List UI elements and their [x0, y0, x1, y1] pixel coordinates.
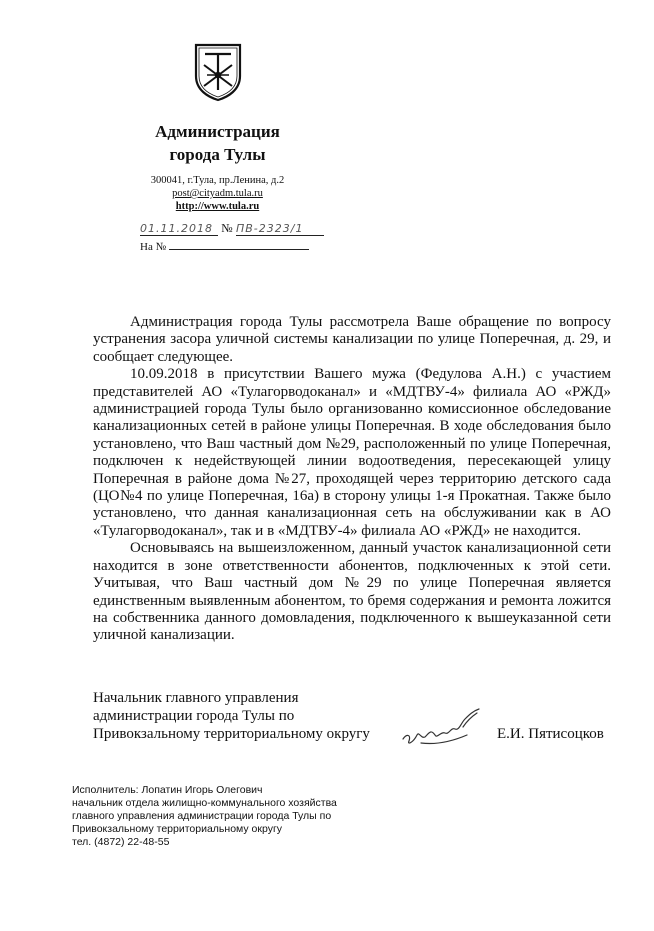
reply-to-blank: [169, 240, 309, 250]
handwritten-signature: [397, 705, 492, 750]
outgoing-reference: [140, 220, 340, 242]
org-website-link[interactable]: http://www.tula.ru: [175, 201, 260, 212]
number-label: №: [221, 221, 233, 235]
org-name-line1: Администрация: [155, 122, 280, 141]
reply-to-label: На №: [140, 241, 167, 253]
executor-line2: начальник отдела жилищно-коммунального хозяйства: [72, 797, 337, 809]
signatory-title-line2: администрации города Тулы по: [93, 708, 295, 724]
executor-line1: Исполнитель: Лопатин Игорь Олегович: [72, 784, 263, 796]
letter-body: [93, 314, 611, 645]
outgoing-number: ПВ-2323/1: [236, 222, 324, 236]
body-paragraph-1: Администрация города Тулы рассмотрела Ваше обращение по вопросу устранения засора уличной системы канализации по улице Поперечная, д. 29, и сообщает следующее.: [93, 314, 611, 365]
executor-phone: тел. (4872) 22-48-55: [72, 836, 170, 848]
org-name-line2: города Тулы: [169, 145, 266, 164]
body-paragraph-2: 10.09.2018 в присутствии Вашего мужа (Федулова А.Н.) с участием представителей АО «Тулагорводоканал» и «МДТВУ-4» филиала АО «РЖД» администрацией города Тулы было организованно комиссионное обследование канализационных сетей в районе улицы Поперечная. В ходе обследования было установлено, что Ваш частный дом №29, расположенный по улице Поперечная, подключен к недействующей линии водоотведения, пересекающей улицу Поперечная в районе дома №27, проходящей через территорию детского сада (ЦО№4 по улице Поперечная, 16а) в сторону улицы 1-я Прокатная. Также было установлено, что данная канализационная сеть на обслуживании как в АО «Тулагорводоканал», так и в «МДТВУ-4» филиала АО «РЖД» не находится.: [93, 366, 611, 539]
signatory-name: Е.И. Пятисоцков: [497, 726, 604, 742]
org-email-link[interactable]: post@cityadm.tula.ru: [172, 188, 263, 199]
signatory-title-line3: Привокзальному территориальному округу: [93, 726, 370, 742]
signatory-title-line1: Начальник главного управления: [93, 690, 299, 706]
tula-coat-of-arms-icon: [193, 42, 243, 102]
outgoing-date: 01.11.2018: [140, 222, 218, 236]
executor-line4: Привокзальному территориальному округу: [72, 823, 283, 835]
body-paragraph-3: Основываясь на вышеизложенном, данный участок канализационной сети находится в зоне ответственности абонентов, подключенных к этой сети. Учитывая, что Ваш частный дом №29 по улице Поперечная является единственным выявленным абонентом, то бремя содержания и ремонта ложится на собственника данного домовладения, подключенного к вышеуказанной сети уличной канализации.: [93, 540, 611, 644]
reply-to-reference: [140, 240, 309, 253]
executor-line3: главного управления администрации города Тулы по: [72, 810, 332, 822]
org-address: 300041, г.Тула, пр.Ленина, д.2: [150, 175, 285, 186]
